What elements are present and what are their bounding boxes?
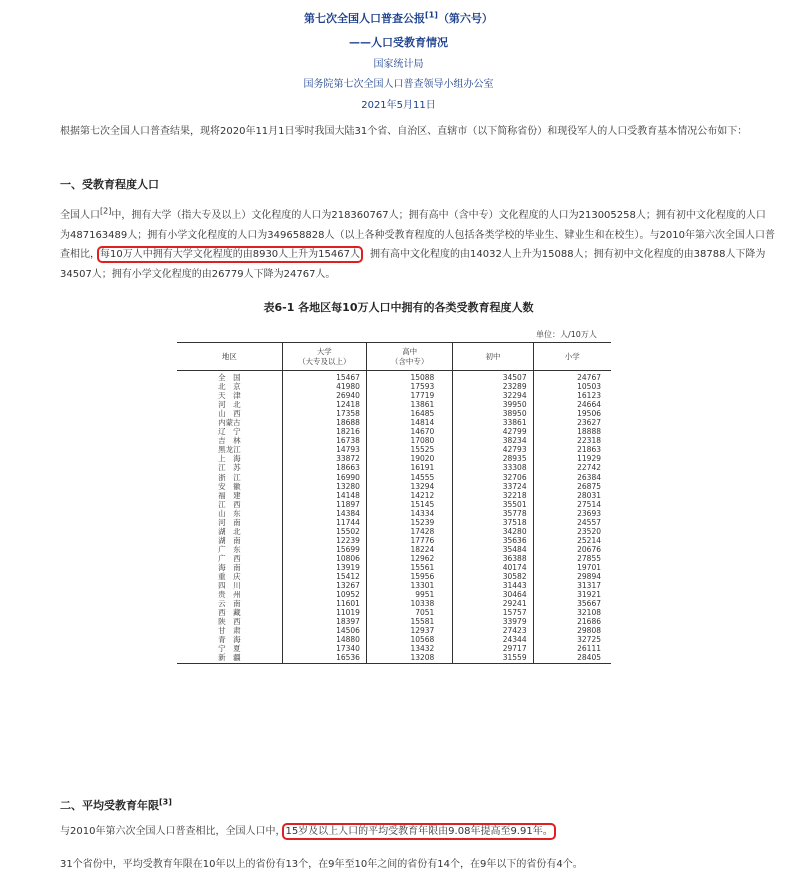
table-title: 表6-1 各地区每10万人口中拥有的各类受教育程度人数 [263, 301, 534, 314]
cell-college: 17358 [282, 409, 366, 418]
cell-region: 全 国 [218, 373, 241, 383]
cell-middle-school: 32218 [453, 491, 533, 500]
header-region: 地区 [177, 343, 282, 371]
cell-primary-school: 29808 [533, 626, 611, 635]
cell-primary-school: 31317 [533, 581, 611, 590]
cell-primary-school: 21863 [533, 445, 611, 454]
cell-middle-school: 38234 [453, 436, 533, 445]
cell-college: 18397 [282, 617, 366, 626]
cell-college: 14793 [282, 445, 366, 454]
cell-high-school: 15561 [366, 563, 452, 572]
cell-high-school: 15525 [366, 445, 452, 454]
cell-primary-school: 32108 [533, 608, 611, 617]
cell-region: 山 西 [218, 409, 241, 419]
cell-middle-school: 32706 [453, 473, 533, 482]
table-row [177, 581, 611, 590]
table-row [177, 436, 611, 445]
cell-region: 广 西 [218, 553, 241, 563]
page-subtitle: ——人口受教育情况 [349, 36, 448, 49]
cell-region: 河 北 [218, 400, 241, 410]
cell-college: 15467 [282, 371, 366, 383]
cell-high-school: 17428 [366, 527, 452, 536]
cell-college: 33872 [282, 454, 366, 463]
cell-primary-school: 24557 [533, 518, 611, 527]
cell-high-school: 14212 [366, 491, 452, 500]
cell-high-school: 17776 [366, 536, 452, 545]
cell-middle-school: 29241 [453, 599, 533, 608]
publish-date: 2021年5月11日 [361, 100, 436, 111]
cell-high-school: 13861 [366, 400, 452, 409]
cell-college: 17340 [282, 644, 366, 653]
cell-middle-school: 33308 [453, 463, 533, 472]
table-row [177, 445, 611, 454]
cell-high-school: 14334 [366, 509, 452, 518]
cell-college: 11744 [282, 518, 366, 527]
section-heading-avg-years [60, 797, 172, 813]
cell-middle-school: 42793 [453, 445, 533, 454]
cell-primary-school: 24767 [533, 371, 611, 383]
table-row [177, 482, 611, 491]
cell-college: 10806 [282, 554, 366, 563]
title-text: 第七次全国人口普查公报 [304, 12, 426, 25]
cell-primary-school: 25214 [533, 536, 611, 545]
cell-college: 11601 [282, 599, 366, 608]
cell-college: 11897 [282, 500, 366, 509]
cell-high-school: 15239 [366, 518, 452, 527]
cell-region: 青 海 [218, 635, 241, 645]
table-row [177, 545, 611, 554]
cell-region: 四 川 [218, 581, 241, 591]
cell-primary-school: 23520 [533, 527, 611, 536]
cell-high-school: 19020 [366, 454, 452, 463]
cell-middle-school: 42799 [453, 427, 533, 436]
cell-college: 10952 [282, 590, 366, 599]
cell-primary-school: 19506 [533, 409, 611, 418]
cell-college: 18688 [282, 418, 366, 427]
table-row [177, 563, 611, 572]
cell-middle-school: 34507 [453, 371, 533, 383]
cell-region: 上 海 [218, 454, 241, 464]
cell-region: 浙 江 [218, 472, 241, 482]
cell-college: 18663 [282, 463, 366, 472]
section-heading-text: 二、平均受教育年限 [60, 799, 159, 812]
table-header-row [177, 343, 611, 371]
cell-region: 贵 州 [218, 590, 241, 600]
cell-college: 16738 [282, 436, 366, 445]
cell-college: 13267 [282, 581, 366, 590]
cell-middle-school: 33861 [453, 418, 533, 427]
table-row [177, 454, 611, 463]
cell-high-school: 15956 [366, 572, 452, 581]
table-row [177, 463, 611, 472]
cell-region: 安 徽 [218, 481, 241, 491]
agency-office: 国务院第七次全国人口普查领导小组办公室 [303, 79, 494, 90]
cell-college: 15699 [282, 545, 366, 554]
cell-middle-school: 33724 [453, 482, 533, 491]
cell-middle-school: 35636 [453, 536, 533, 545]
cell-middle-school: 34280 [453, 527, 533, 536]
highlighted-text: 15岁及以上人口的平均受教育年限由9.08年提高至9.91年。 [285, 826, 553, 837]
cell-primary-school: 28031 [533, 491, 611, 500]
cell-primary-school: 22318 [533, 436, 611, 445]
table-unit: 单位：人/10万人 [536, 330, 597, 339]
highlighted-text: 每10万人中拥有大学文化程度的由8930人上升为15467人 [100, 249, 360, 260]
cell-high-school: 12937 [366, 626, 452, 635]
cell-high-school: 15088 [366, 371, 452, 383]
cell-college: 15502 [282, 527, 366, 536]
cell-middle-school: 33979 [453, 617, 533, 626]
cell-region: 北 京 [218, 382, 241, 392]
cell-region: 陕 西 [218, 617, 241, 627]
cell-primary-school: 29894 [533, 572, 611, 581]
cell-primary-school: 22742 [533, 463, 611, 472]
cell-region: 山 东 [218, 508, 241, 518]
cell-high-school: 18224 [366, 545, 452, 554]
table-row [177, 527, 611, 536]
cell-primary-school: 31921 [533, 590, 611, 599]
cell-middle-school: 31443 [453, 581, 533, 590]
cell-region: 宁 夏 [218, 644, 241, 654]
paragraph-text: 中，拥有大学（指大专及以上）文化程度的人口为218360767人；拥有高中（含中专）文化程度的人口为213005258人；拥有初中文化程度的人口为487163489人；拥有小学文化程度的人口为349658828人（以上各种受教育程度的人包括各类学校的毕业生、肄业生和在校生）。与2010年第六次全国人口普查相比， [60, 210, 775, 260]
footnote-link[interactable]: [3] [159, 797, 172, 807]
cell-region: 内蒙古 [218, 418, 241, 428]
cell-high-school: 7051 [366, 608, 452, 617]
section-heading-education-levels: 一、受教育程度人口 [60, 178, 159, 191]
table-row [177, 626, 611, 635]
table-row [177, 371, 611, 383]
cell-college: 18216 [282, 427, 366, 436]
agency-name: 国家统计局 [373, 59, 424, 70]
cell-region: 海 南 [218, 563, 241, 572]
cell-high-school: 10338 [366, 599, 452, 608]
education-levels-paragraph [60, 206, 775, 284]
education-table [177, 342, 611, 664]
cell-primary-school: 27514 [533, 500, 611, 509]
table-row [177, 599, 611, 608]
cell-middle-school: 35484 [453, 545, 533, 554]
cell-region: 河 南 [218, 517, 241, 527]
cell-region: 新 疆 [218, 653, 241, 663]
cell-region: 江 苏 [218, 463, 241, 473]
cell-middle-school: 37518 [453, 518, 533, 527]
table-row [177, 590, 611, 599]
table-row [177, 644, 611, 653]
cell-high-school: 17719 [366, 391, 452, 400]
cell-high-school: 13301 [366, 581, 452, 590]
cell-college: 14384 [282, 509, 366, 518]
cell-high-school: 12962 [366, 554, 452, 563]
cell-college: 15412 [282, 572, 366, 581]
cell-high-school: 13294 [366, 482, 452, 491]
table-row [177, 418, 611, 427]
table-row [177, 391, 611, 400]
cell-college: 12418 [282, 400, 366, 409]
cell-middle-school: 23289 [453, 382, 533, 391]
table-row [177, 427, 611, 436]
cell-region: 黑龙江 [218, 445, 241, 455]
cell-primary-school: 16123 [533, 391, 611, 400]
table-row [177, 473, 611, 482]
paragraph-text: 全国人口 [60, 210, 100, 221]
cell-primary-school: 24664 [533, 400, 611, 409]
cell-college: 26940 [282, 391, 366, 400]
cell-middle-school: 36388 [453, 554, 533, 563]
cell-region: 福 建 [218, 490, 241, 500]
table-row [177, 653, 611, 663]
province-years-paragraph: 31个省份中，平均受教育年限在10年以上的省份有13个，在9年至10年之间的省份有14个，在9年以下的省份有4个。 [60, 859, 583, 870]
intro-paragraph: 根据第七次全国人口普查结果，现将2020年11月1日零时我国大陆31个省、自治区、直辖市（以下简称省份）和现役军人的人口受教育基本情况公布如下： [60, 126, 748, 137]
cell-high-school: 10568 [366, 635, 452, 644]
cell-college: 14148 [282, 491, 366, 500]
cell-middle-school: 30582 [453, 572, 533, 581]
paragraph-text: ；拥有高中文化程度的由14032人上升为15088人；拥有初中文化程度的由38788人下降为34507人；拥有小学文化程度的由26779人下降为24767人。 [60, 249, 766, 280]
table-row [177, 382, 611, 391]
cell-middle-school: 39950 [453, 400, 533, 409]
cell-region: 吉 林 [218, 436, 241, 446]
cell-region: 湖 南 [218, 535, 241, 545]
cell-primary-school: 23627 [533, 418, 611, 427]
title-footnote-link[interactable]: [1] [425, 10, 438, 20]
cell-middle-school: 35778 [453, 509, 533, 518]
table-row [177, 536, 611, 545]
title-suffix: （第六号） [437, 12, 493, 25]
footnote-link[interactable]: [2] [100, 206, 112, 216]
cell-region: 江 西 [218, 499, 241, 509]
cell-primary-school: 28405 [533, 653, 611, 663]
page-title [0, 10, 797, 26]
cell-high-school: 15581 [366, 617, 452, 626]
cell-college: 16536 [282, 653, 366, 663]
cell-primary-school: 18888 [533, 427, 611, 436]
cell-college: 14506 [282, 626, 366, 635]
table-row [177, 572, 611, 581]
cell-primary-school: 10503 [533, 382, 611, 391]
table-row [177, 500, 611, 509]
table-row [177, 509, 611, 518]
cell-college: 13280 [282, 482, 366, 491]
cell-college: 14880 [282, 635, 366, 644]
cell-primary-school: 26384 [533, 473, 611, 482]
table-row [177, 409, 611, 418]
avg-years-paragraph [60, 822, 775, 842]
cell-region: 云 南 [218, 599, 241, 609]
cell-middle-school: 28935 [453, 454, 533, 463]
cell-high-school: 13432 [366, 644, 452, 653]
cell-middle-school: 35501 [453, 500, 533, 509]
cell-college: 12239 [282, 536, 366, 545]
table-row [177, 608, 611, 617]
cell-middle-school: 32294 [453, 391, 533, 400]
cell-middle-school: 29717 [453, 644, 533, 653]
table-row [177, 617, 611, 626]
table-row [177, 635, 611, 644]
cell-middle-school: 24344 [453, 635, 533, 644]
cell-high-school: 17080 [366, 436, 452, 445]
cell-middle-school: 40174 [453, 563, 533, 572]
paragraph-text: 与2010年第六次全国人口普查相比，全国人口中， [60, 826, 286, 837]
cell-primary-school: 11929 [533, 454, 611, 463]
cell-primary-school: 19701 [533, 563, 611, 572]
cell-high-school: 14555 [366, 473, 452, 482]
cell-middle-school: 31559 [453, 653, 533, 663]
cell-primary-school: 26111 [533, 644, 611, 653]
table-row [177, 518, 611, 527]
cell-primary-school: 32725 [533, 635, 611, 644]
cell-high-school: 16191 [366, 463, 452, 472]
cell-region: 甘 肃 [218, 626, 241, 636]
cell-region: 西 藏 [218, 608, 241, 618]
cell-region: 天 津 [218, 391, 241, 401]
table-row [177, 400, 611, 409]
cell-region: 湖 北 [218, 526, 241, 536]
header-college: 大学 （大专及以上） [282, 343, 366, 371]
cell-high-school: 9951 [366, 590, 452, 599]
cell-region: 广 东 [218, 544, 241, 554]
cell-primary-school: 27855 [533, 554, 611, 563]
header-high-school: 高中 （含中专） [366, 343, 452, 371]
cell-college: 13919 [282, 563, 366, 572]
cell-college: 41980 [282, 382, 366, 391]
cell-college: 11019 [282, 608, 366, 617]
cell-primary-school: 26875 [533, 482, 611, 491]
cell-college: 16990 [282, 473, 366, 482]
cell-high-school: 13208 [366, 653, 452, 663]
table-row [177, 491, 611, 500]
header-primary-school: 小学 [533, 343, 611, 371]
header-middle-school: 初中 [453, 343, 533, 371]
cell-primary-school: 23693 [533, 509, 611, 518]
cell-primary-school: 20676 [533, 545, 611, 554]
cell-high-school: 17593 [366, 382, 452, 391]
cell-high-school: 14814 [366, 418, 452, 427]
cell-middle-school: 27423 [453, 626, 533, 635]
cell-region: 重 庆 [218, 572, 241, 582]
cell-middle-school: 38950 [453, 409, 533, 418]
cell-middle-school: 15757 [453, 608, 533, 617]
cell-high-school: 14670 [366, 427, 452, 436]
cell-high-school: 15145 [366, 500, 452, 509]
cell-region: 辽 宁 [218, 427, 241, 437]
cell-primary-school: 35667 [533, 599, 611, 608]
cell-middle-school: 30464 [453, 590, 533, 599]
table-row [177, 554, 611, 563]
cell-high-school: 16485 [366, 409, 452, 418]
cell-primary-school: 21686 [533, 617, 611, 626]
